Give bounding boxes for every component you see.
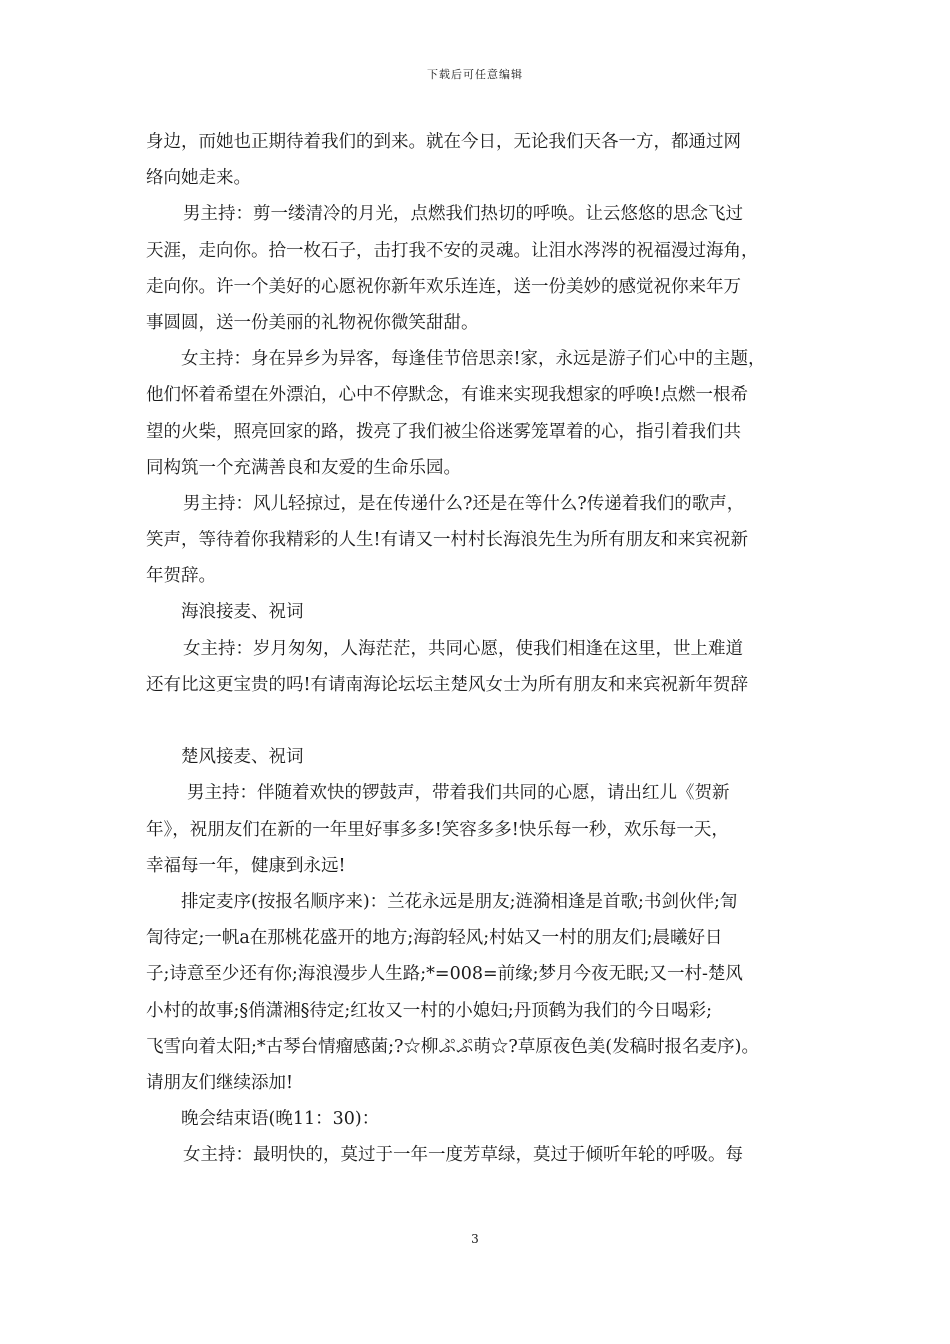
- document-body: [146, 124, 818, 1173]
- text-line: 同构筑一个充满善良和友爱的生命乐园。: [146, 457, 461, 478]
- text-line: 事圆圆，送一份美丽的礼物祝你微笑甜甜。: [146, 312, 479, 333]
- text-line: 海浪接麦、祝词: [181, 602, 304, 623]
- text-line: 小村的故事;§俏潇湘§待定;红妆又一村的小媳妇;丹顶鹤为我们的今日喝彩;: [146, 1000, 713, 1021]
- text-line: 飞雪向着太阳;*古琴台情瘤感菌;?☆柳ぷぷ萌☆?草原夜色美(发稿时报名麦序)。: [146, 1036, 759, 1057]
- text-line: 男主持：风儿轻掠过，是在传递什么?还是在等什么?传递着我们的歌声，: [183, 493, 745, 514]
- text-line: 女主持：身在异乡为异客，每逢佳节倍思亲!家，永远是游子们心中的主题，: [181, 349, 766, 370]
- text-line: 笑声，等待着你我精彩的人生!有请又一村村长海浪先生为所有朋友和来宾祝新: [146, 530, 749, 551]
- page-header: 下载后可任意编辑: [427, 68, 523, 81]
- text-line: 女主持：岁月匆匆，人海茫茫，共同心愿，使我们相逢在这里，世上难道: [183, 638, 743, 659]
- text-line: 年》，祝朋友们在新的一年里好事多多!笑容多多!快乐每一秒，欢乐每一天，: [146, 819, 729, 840]
- text-line: 晚会结束语(晚11：30)：: [181, 1109, 380, 1130]
- text-line: 络向她走来。: [146, 168, 251, 189]
- text-line: 他们怀着希望在外漂泊，心中不停默念，有谁来实现我想家的呼唤!点燃一根希: [146, 385, 749, 406]
- text-line: 男主持：伴随着欢快的锣鼓声，带着我们共同的心愿，请出红儿《贺新: [187, 783, 730, 804]
- text-line: 天涯，走向你。拾一枚石子，击打我不安的灵魂。让泪水涔涔的祝福漫过海角，: [146, 240, 759, 261]
- text-line: 走向你。许一个美好的心愿祝你新年欢乐连连，送一份美妙的感觉祝你来年万: [146, 276, 741, 297]
- text-line: 女主持：最明快的，莫过于一年一度芳草绿，莫过于倾听年轮的呼吸。每: [183, 1145, 743, 1166]
- text-line: 年贺辞。: [146, 566, 216, 587]
- text-line: 幸福每一年，健康到永远!: [146, 855, 346, 876]
- text-line: 请朋友们继续添加!: [146, 1072, 294, 1093]
- text-line: [146, 703, 818, 739]
- page-number: 3: [471, 1232, 479, 1246]
- text-line: 望的火柴，照亮回家的路，拨亮了我们被尘俗迷雾笼罩着的心，指引着我们共: [146, 421, 741, 442]
- text-line: 楚风接麦、祝词: [181, 747, 304, 768]
- text-line: 訇待定;一帆a在那桃花盛开的地方;海韵轻风;村姑又一村的朋友们;晨曦好日: [146, 928, 723, 949]
- text-line: 子;诗意至少还有你;海浪漫步人生路;*=008=前缘;梦月今夜无眠;又一村-楚风: [146, 964, 743, 985]
- text-line: 身边，而她也正期待着我们的到来。就在今日，无论我们天各一方，都通过网: [146, 132, 741, 152]
- text-line: 排定麦序(按报名顺序来)：兰花永远是朋友;涟漪相逢是首歌;书剑伙伴;訇: [181, 891, 738, 912]
- text-line: 还有比这更宝贵的吗!有请南海论坛坛主楚风女士为所有朋友和来宾祝新年贺辞: [146, 674, 749, 695]
- text-line: 男主持：剪一缕清冷的月光，点燃我们热切的呼唤。让云悠悠的思念飞过: [183, 204, 743, 225]
